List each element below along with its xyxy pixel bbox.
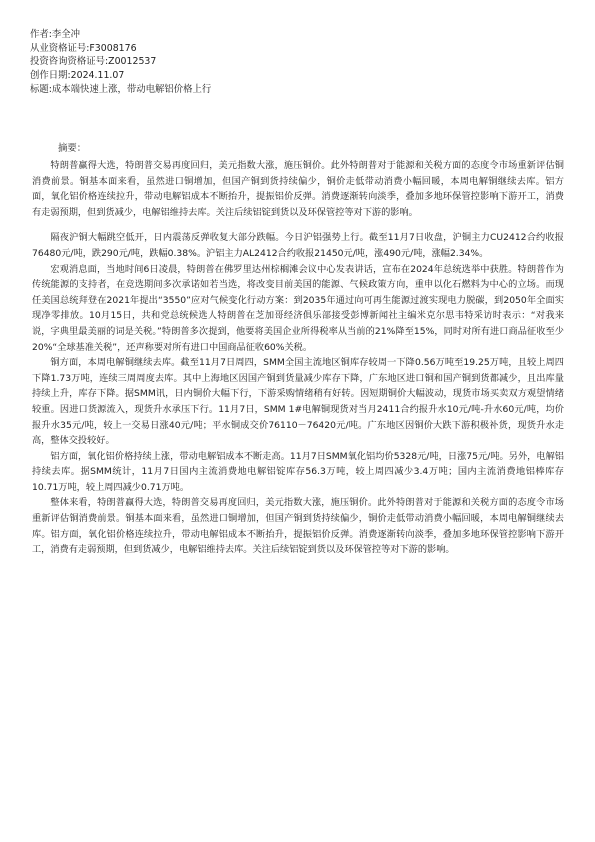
author-line: 作者:李全冲 xyxy=(30,29,81,40)
document-title: 标题:成本端快速上涨，带动电解铝价格上行 xyxy=(30,83,212,95)
document-body xyxy=(32,142,564,558)
advisory-qualification-number: 投资咨询资格证号:Z0012537 xyxy=(30,56,157,68)
abstract-label: 摘要： xyxy=(58,143,87,154)
macro-paragraph: 宏观消息面，当地时间6日凌晨，特朗普在佛罗里达州棕榈滩会议中心发表讲话，宣布在2024年总统选举中获胜。特朗普作为传统能源的支持者，在竞选期间多次承诺如若当选，将改变目前美国的能源、气候政策方向，重申以化石燃料为中心的立场。而现任美国总统拜登在2021年提出“3550”应对气候变化行动方案：到2035年通过向可再生能源过渡实现电力脱碳，到2050年全面实现净零排放。10月15日，共和党总统候选人特朗普在芝加哥经济俱乐部接受彭博新闻社主编米克尔思韦特采访时表示：“对我来说，字典里最美丽的词是关税。”特朗普多次提到，他要将美国企业所得税率从当前的21%降至15%，同时对所有进口商品征收至少20%“全球基准关税”，还声称要对所有进口中国商品征收60%关税。 xyxy=(32,263,564,353)
qualification-number: 从业资格证号:F3008176 xyxy=(30,42,137,54)
market-paragraph: 隔夜沪铜大幅跳空低开，日内震荡反弹收复大部分跌幅。今日沪铝强势上行。截至11月7日收盘，沪铜主力CU2412合约收报76480元/吨，跌290元/吨，跌幅0.38%。沪铝主力AL2412合约收报21450元/吨，涨490元/吨，涨幅2.34%。 xyxy=(32,232,564,259)
aluminum-paragraph: 铝方面，氧化铝价格持续上涨，带动电解铝成本不断走高。11月7日SMM氧化铝均价5328元/吨，日涨75元/吨。另外，电解铝持续去库。据SMM统计，11月7日国内主流消费地电解铝锭库存56.3万吨，较上周四减少3.4万吨；国内主流消费地铝棒库存10.71万吨，较上周四减少0.71万吨。 xyxy=(32,450,564,493)
document-header xyxy=(30,28,570,97)
overall-paragraph: 整体来看，特朗普赢得大选，特朗普交易再度回归，美元指数大涨，施压铜价。此外特朗普对于能源和关税方面的态度令市场重新评估铜消费前景。铜基本面来看，虽然进口铜增加，但国产铜到货持续偏少，铜价走低带动消费小幅回暖，本周电解铜继续去库。铝方面，氧化铝价格连续拉升，带动电解铝成本不断抬升，提振铝价反弹。消费逐渐转向淡季，叠加多地环保管控影响下游开工，消费有走弱预期，但到货减少，电解铝维持去库。关注后续铝锭到货以及环保管控等对下游的影响。 xyxy=(32,497,564,556)
creation-date: 创作日期:2024.11.07 xyxy=(30,70,125,82)
abstract-paragraph: 特朗普赢得大选，特朗普交易再度回归，美元指数大涨，施压铜价。此外特朗普对于能源和关税方面的态度令市场重新评估铜消费前景。铜基本面来看，虽然进口铜增加，但国产铜到货持续偏少，铜价走低带动消费小幅回暖，本周电解铜继续去库。铝方面，氧化铝价格连续拉升，带动电解铝成本不断抬升，提振铝价反弹。消费逐渐转向淡季，叠加多地环保管控影响下游开工，消费有走弱预期，但到货减少，电解铝维持去库。关注后续铝锭到货以及环保管控等对下游的影响。 xyxy=(32,160,564,218)
copper-paragraph: 铜方面，本周电解铜继续去库。截至11月7日周四，SMM全国主流地区铜库存较周一下降0.56万吨至19.25万吨，且较上周四下降1.73万吨，连续三周周度去库。其中上海地区因国产铜到货量减少库存下降，广东地区进口铜和国产铜到货都减少，且出库量持续上升，库存下降。据SMM讯，日内铜价大幅下行，下游采购情绪稍有好转。因短期铜价大幅波动，现货市场买卖双方观望情绪较重。因进口货源流入，现货升水承压下行。11月7日，SMM 1#电解铜现货对当月2411合约报升水10元/吨-升水60元/吨，均价报升水35元/吨，较上一交易日涨40元/吨；平水铜成交价76110－76420元/吨。广东地区因铜价大跌下游积极补货，现货升水走高，整体交投较好。 xyxy=(32,357,564,447)
